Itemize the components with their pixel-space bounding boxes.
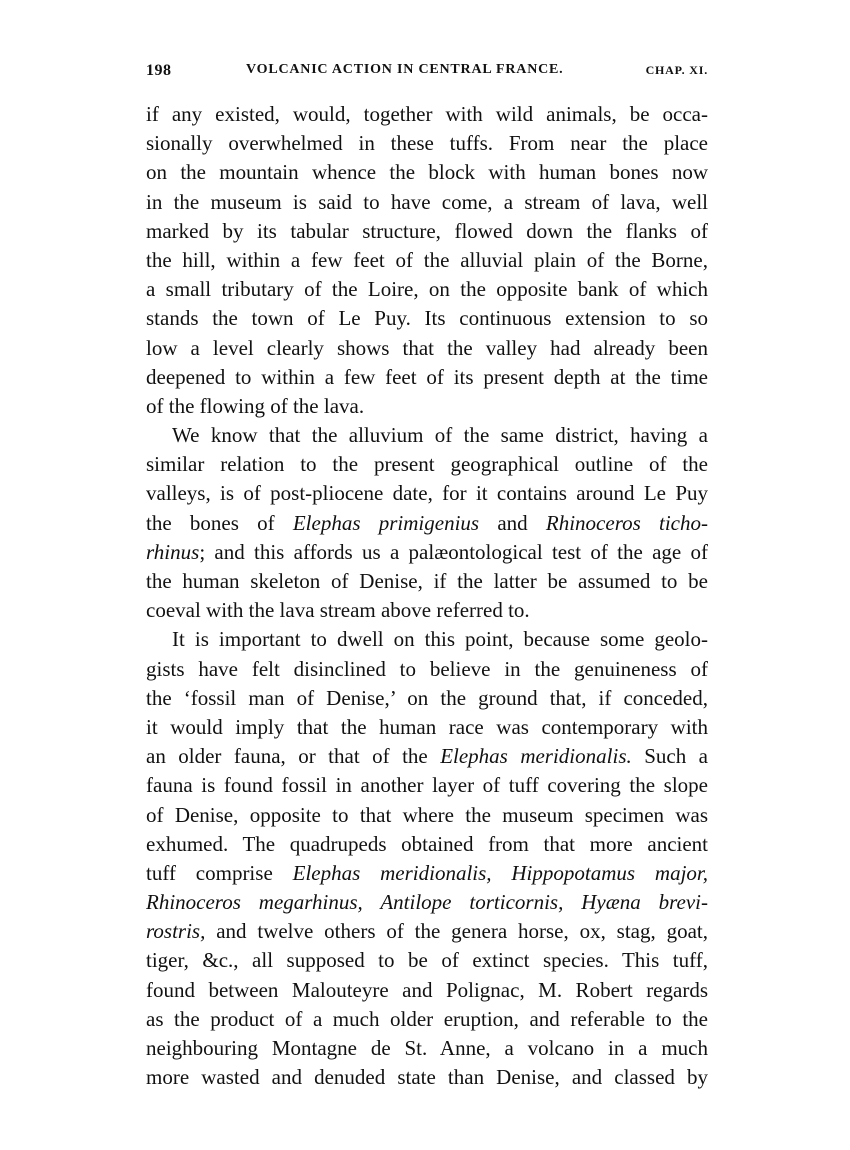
text-segment: of Denise, opposite to that where the museum specimen was — [146, 802, 708, 827]
italic-text: rostris, — [146, 919, 206, 944]
italic-text: Rhinoceros ticho- — [545, 510, 708, 535]
text-segment: exhumed. The quadrupeds obtained from that more ancient — [146, 831, 708, 856]
text-line — [146, 684, 708, 713]
text-line — [146, 158, 708, 187]
text-line — [146, 625, 708, 654]
text-line — [146, 363, 708, 392]
italic-text: Elephas primigenius — [292, 510, 480, 535]
text-segment: similar relation to the present geographical outline of the — [146, 452, 708, 477]
text-segment: in the museum is said to have come, a stream of lava, well — [146, 189, 708, 214]
text-segment: the bones of — [146, 510, 293, 535]
text-segment: tiger, &c., all supposed to be of extinct species. This tuff, — [146, 948, 708, 973]
text-line — [146, 888, 708, 917]
text-line — [146, 567, 708, 596]
text-line — [146, 129, 708, 158]
chapter-label: CHAP. XI. — [645, 63, 708, 77]
text-segment: marked by its tabular structure, flowed down the flanks of — [146, 218, 708, 243]
page-number: 198 — [146, 62, 172, 79]
text-segment: sionally overwhelmed in these tuffs. From near the place — [146, 131, 708, 156]
text-segment: We know that the alluvium of the same district, having a — [172, 423, 708, 448]
text-line — [146, 946, 708, 975]
italic-text: Rhinoceros megarhinus, Antilope torticornis, Hyæna brevi- — [146, 890, 708, 915]
text-segment: more wasted and denuded state than Denise, and classed by — [146, 1065, 708, 1090]
text-segment: if any existed, would, together with wild animals, be occa- — [146, 102, 708, 126]
text-line — [146, 596, 708, 625]
text-segment: and — [479, 510, 546, 535]
text-segment: low a level clearly shows that the valley had already been — [146, 335, 708, 360]
text-segment: coeval with the lava stream above referred to. — [146, 598, 530, 623]
text-line — [146, 1034, 708, 1063]
text-line — [146, 217, 708, 246]
body-text — [146, 100, 708, 1092]
text-line — [146, 304, 708, 333]
italic-text: rhinus — [146, 539, 200, 564]
text-line — [146, 713, 708, 742]
text-line — [146, 100, 708, 129]
text-segment: the hill, within a few feet of the alluvial plain of the Borne, — [146, 247, 708, 272]
text-segment: on the mountain whence the block with human bones now — [146, 160, 708, 185]
text-segment: gists have felt disinclined to believe in the genuineness of — [146, 656, 708, 681]
text-line — [146, 275, 708, 304]
text-segment: valleys, is of post-pliocene date, for it contains around Le Puy — [146, 481, 708, 506]
text-line — [146, 392, 708, 421]
text-segment: it would imply that the human race was contemporary with — [146, 714, 708, 739]
text-line — [146, 830, 708, 859]
text-line — [146, 509, 708, 538]
text-line — [146, 246, 708, 275]
text-segment: stands the town of Le Puy. Its continuous extension to so — [146, 306, 708, 331]
text-line — [146, 334, 708, 363]
text-line — [146, 188, 708, 217]
text-segment: It is important to dwell on this point, because some geolo- — [172, 627, 708, 652]
italic-text: Elephas meridionalis, Hippopotamus major, — [292, 860, 708, 885]
text-line — [146, 421, 708, 450]
text-segment: an older fauna, or that of the — [146, 744, 441, 769]
text-line — [146, 859, 708, 888]
text-line — [146, 479, 708, 508]
text-segment: Such a — [631, 744, 708, 769]
text-segment: found between Malouteyre and Polignac, M. Robert regards — [146, 977, 708, 1002]
text-segment: tuff comprise — [146, 860, 293, 885]
text-segment: of the flowing of the lava. — [146, 393, 365, 418]
text-segment: fauna is found fossil in another layer of tuff covering the slope — [146, 773, 708, 798]
text-segment: deepened to within a few feet of its present depth at the time — [146, 364, 708, 389]
text-segment: as the product of a much older eruption, and referable to the — [146, 1006, 708, 1031]
running-header — [146, 62, 708, 84]
text-segment: and twelve others of the genera horse, ox, stag, goat, — [205, 919, 708, 944]
text-line — [146, 742, 708, 771]
text-segment: neighbouring Montagne de St. Anne, a volcano in a much — [146, 1036, 708, 1060]
text-segment: a small tributary of the Loire, on the opposite bank of which — [146, 277, 708, 302]
running-title: VOLCANIC ACTION IN CENTRAL FRANCE. — [246, 62, 564, 77]
text-line — [146, 771, 708, 800]
text-segment: the human skeleton of Denise, if the latter be assumed to be — [146, 569, 708, 593]
text-line — [146, 655, 708, 684]
text-line — [146, 1005, 708, 1034]
text-segment: ; and this affords us a palæontological test of the age of — [199, 539, 708, 564]
text-line — [146, 976, 708, 1005]
text-line — [146, 917, 708, 946]
text-line — [146, 801, 708, 830]
text-segment: the ‘fossil man of Denise,’ on the ground that, if conceded, — [146, 685, 708, 710]
text-line — [146, 1063, 708, 1092]
text-line — [146, 538, 708, 567]
italic-text: Elephas meridionalis. — [440, 744, 632, 769]
text-line — [146, 450, 708, 479]
